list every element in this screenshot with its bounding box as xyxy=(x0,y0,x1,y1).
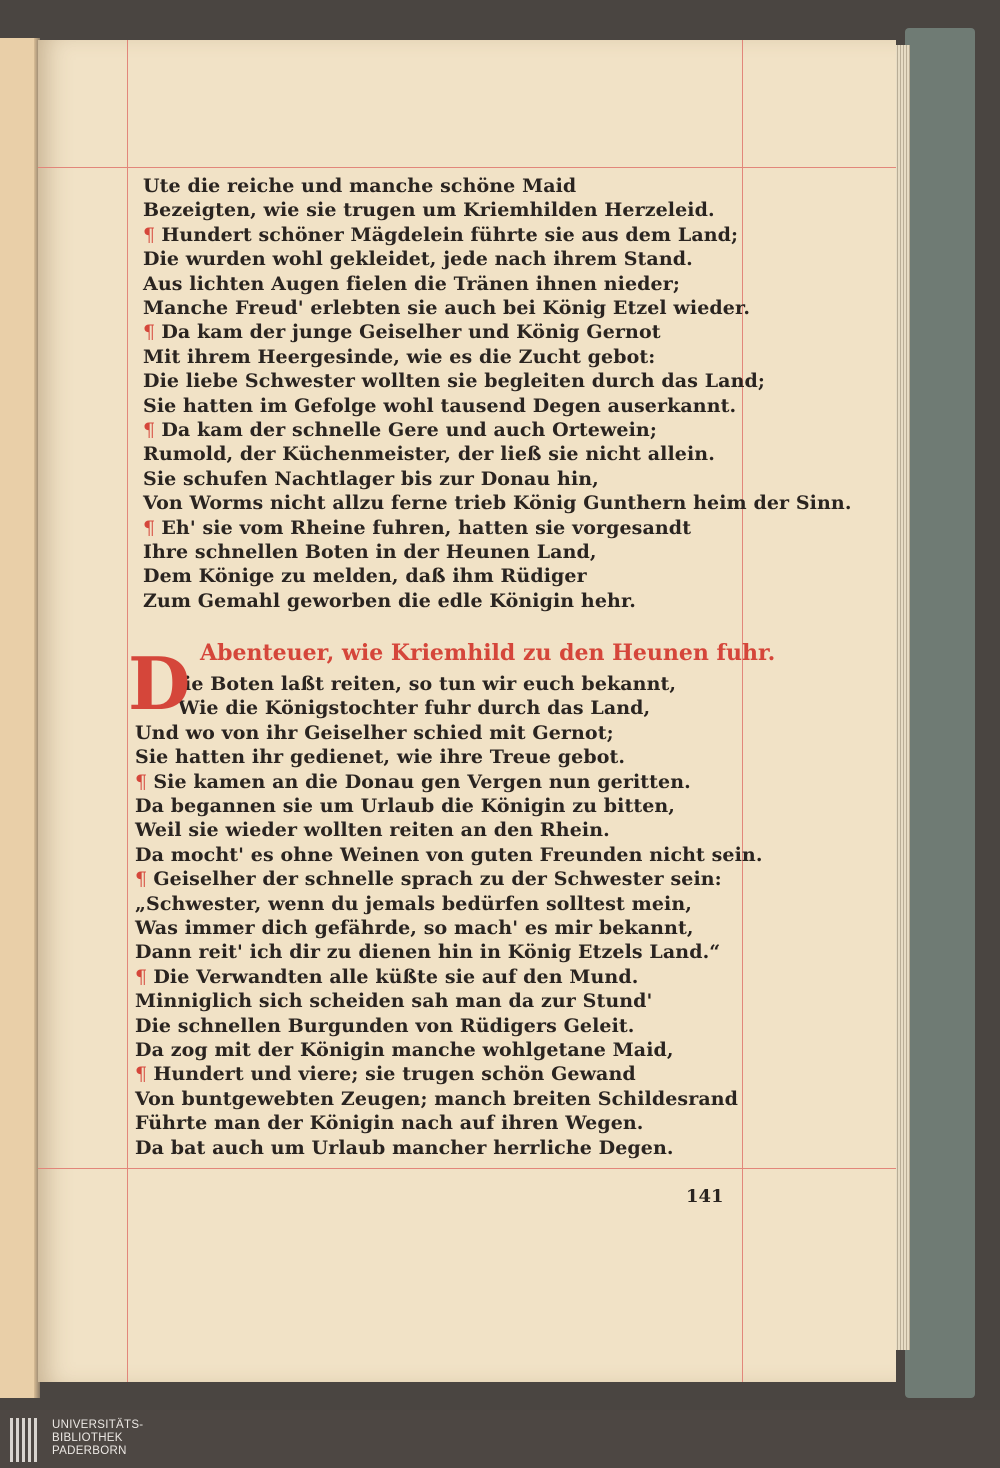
line-text: Was immer dich gefährde, so mach' es mir bekannt, xyxy=(135,917,694,939)
line-text: Weil sie wieder wollten reiten an den Rhein. xyxy=(135,819,610,842)
text-line xyxy=(135,1087,738,1111)
line-text: Hundert schöner Mägdelein führte sie aus dem Land; xyxy=(161,223,739,246)
chapter-heading: Abenteuer, wie Kriemhild zu den Heunen fuhr. xyxy=(200,640,776,666)
line-text: Aus lichten Augen fielen die Tränen ihnen nieder; xyxy=(143,272,680,295)
text-line xyxy=(135,721,614,745)
text-line xyxy=(143,564,587,588)
text-line xyxy=(135,745,625,769)
line-text: ie Boten laßt reiten, so tun wir euch bekannt, xyxy=(184,673,677,695)
line-text: Führte man der Königin nach auf ihren Wegen. xyxy=(135,1112,644,1135)
left-page-edge xyxy=(0,38,40,1398)
text-line xyxy=(178,696,650,720)
library-name-line3: PADERBORN xyxy=(52,1445,127,1457)
text-line xyxy=(143,272,680,296)
text-line xyxy=(143,394,736,418)
line-text: Von Worms nicht allzu ferne trieb König Gunthern heim der Sinn. xyxy=(143,492,852,515)
text-line xyxy=(184,672,676,696)
text-line xyxy=(143,198,715,222)
text-line xyxy=(143,223,738,247)
library-name-line1: UNIVERSITÄTS- xyxy=(52,1419,144,1431)
pilcrow-mark: ¶ xyxy=(135,770,154,793)
text-line xyxy=(143,345,655,369)
rule-right xyxy=(742,40,743,1382)
rule-top xyxy=(38,167,896,168)
line-text: Sie kamen an die Donau gen Vergen nun geritten. xyxy=(153,770,691,793)
line-text: Sie hatten im Gefolge wohl tausend Degen auserkannt. xyxy=(143,394,737,417)
pilcrow-mark: ¶ xyxy=(135,1063,154,1086)
text-line xyxy=(143,320,661,344)
line-text: Da kam der schnelle Gere und auch Ortewein; xyxy=(161,419,657,441)
text-line xyxy=(135,867,722,891)
line-text: Dem Könige zu melden, daß ihm Rüdiger xyxy=(143,565,587,588)
text-line xyxy=(143,540,597,564)
text-line xyxy=(143,247,693,271)
pilcrow-mark: ¶ xyxy=(143,321,162,344)
line-text: Sie schufen Nachtlager bis zur Donau hin, xyxy=(143,467,599,490)
line-text: Bezeigten, wie sie trugen um Kriemhilden Herzeleid. xyxy=(143,199,715,222)
line-text: Ute die reiche und manche schöne Maid xyxy=(143,175,577,197)
text-line xyxy=(135,843,763,867)
text-line xyxy=(143,418,657,442)
pilcrow-mark: ¶ xyxy=(135,965,154,988)
library-name xyxy=(52,1419,143,1458)
text-line xyxy=(135,1038,674,1062)
line-text: Zum Gemahl geworben die edle Königin hehr. xyxy=(143,589,637,612)
line-text: Da mocht' es ohne Weinen von guten Freunden nicht sein. xyxy=(135,843,763,866)
line-text: Sie hatten ihr gedienet, wie ihre Treue gebot. xyxy=(135,746,626,769)
line-text: Da bat auch um Urlaub mancher herrliche Degen. xyxy=(135,1136,674,1159)
text-line xyxy=(143,491,852,515)
footer-bar xyxy=(0,1410,1000,1468)
text-line xyxy=(143,296,750,320)
line-text: Von buntgewebten Zeugen; manch breiten Schildesrand xyxy=(135,1087,739,1110)
text-line xyxy=(135,794,675,818)
line-text: Und wo von ihr Geiselher schied mit Gernot; xyxy=(135,721,614,744)
line-text: Eh' sie vom Rheine fuhren, hatten sie vorgesandt xyxy=(161,516,692,539)
library-logo-icon xyxy=(10,1418,44,1462)
line-text: Rumold, der Küchenmeister, der ließ sie nicht allein. xyxy=(143,443,715,466)
text-line xyxy=(143,589,636,613)
line-text: Manche Freud' erlebten sie auch bei König Etzel wieder. xyxy=(143,297,751,319)
text-line xyxy=(135,1014,635,1038)
line-text: Da begannen sie um Urlaub die Königin zu bitten, xyxy=(135,795,676,817)
line-text: Die Verwandten alle küßte sie auf den Mund. xyxy=(153,965,639,988)
pilcrow-mark: ¶ xyxy=(143,516,162,539)
text-line xyxy=(143,516,691,540)
line-text: Die schnellen Burgunden von Rüdigers Geleit. xyxy=(135,1014,635,1037)
line-text: Da zog mit der Königin manche wohlgetane Maid, xyxy=(135,1039,674,1061)
line-text: Minniglich sich scheiden sah man da zur Stund' xyxy=(135,990,653,1013)
line-text: „Schwester, wenn du jemals bedürfen solltest mein, xyxy=(135,892,692,915)
page-number: 141 xyxy=(686,1186,724,1207)
line-text: Wie die Königstochter fuhr durch das Land, xyxy=(178,697,651,720)
library-name-line2: BIBLIOTHEK xyxy=(52,1432,123,1444)
text-line xyxy=(135,892,692,916)
line-text: Hundert und viere; sie trugen schön Gewand xyxy=(153,1063,636,1086)
text-line xyxy=(135,916,694,940)
text-line xyxy=(143,174,576,198)
text-line xyxy=(143,467,599,491)
text-line xyxy=(143,369,765,393)
text-line xyxy=(135,1136,674,1160)
line-text: Dann reit' ich dir zu dienen hin in König Etzels Land.“ xyxy=(135,941,721,964)
text-line xyxy=(135,965,638,989)
pilcrow-mark: ¶ xyxy=(143,223,162,246)
pilcrow-mark: ¶ xyxy=(135,868,154,891)
line-text: Geiselher der schnelle sprach zu der Schwester sein: xyxy=(153,868,722,891)
book-cover xyxy=(905,28,975,1398)
pilcrow-mark: ¶ xyxy=(143,419,162,441)
text-line xyxy=(135,989,652,1013)
line-text: Die liebe Schwester wollten sie begleiten durch das Land; xyxy=(143,370,765,393)
text-line xyxy=(135,940,720,964)
text-line xyxy=(143,442,715,466)
line-text: Die wurden wohl gekleidet, jede nach ihrem Stand. xyxy=(143,248,693,271)
text-line xyxy=(135,1111,644,1135)
line-text: Da kam der junge Geiselher und König Gernot xyxy=(161,321,661,344)
text-line xyxy=(135,1062,636,1086)
line-text: Ihre schnellen Boten in der Heunen Land, xyxy=(143,541,597,563)
rule-bottom xyxy=(38,1168,896,1169)
line-text: Mit ihrem Heergesinde, wie es die Zucht gebot: xyxy=(143,345,656,368)
drop-initial: D xyxy=(128,641,191,726)
text-line xyxy=(135,770,691,794)
text-line xyxy=(135,818,610,842)
